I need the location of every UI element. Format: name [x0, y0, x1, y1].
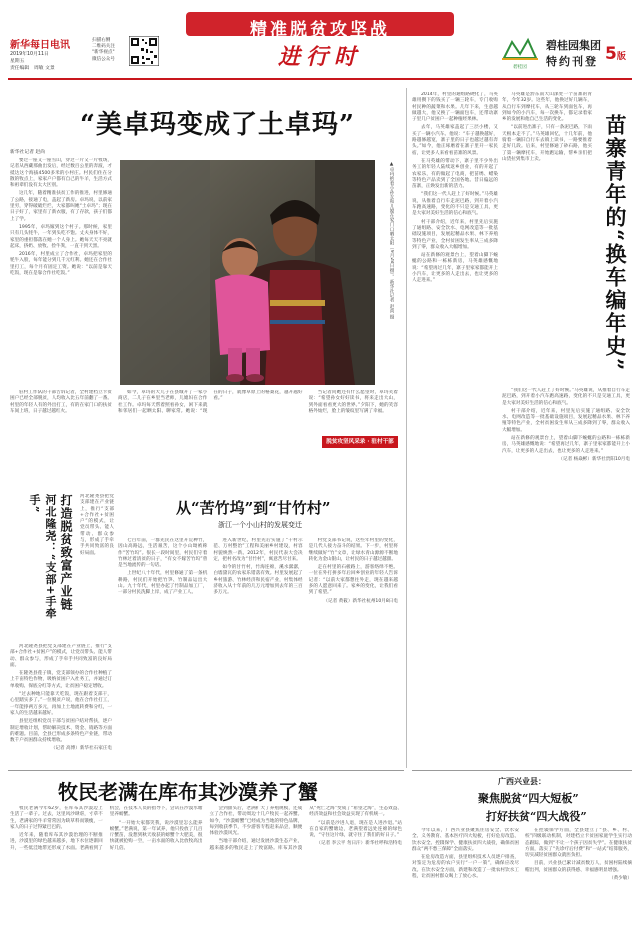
qr-caption-line: 二维码关注: [92, 44, 115, 50]
banner-line2: 进行时: [277, 44, 362, 70]
article6-divider: [412, 770, 632, 771]
paragraph: 这几年，随着精准扶贫工作的推进，村里修通了公路，接通了电，盖起了新房。卓玛说，以前家里穷，穿得破破烂烂，大家都叫她“土卓玛”；现在日子好了，家里有了新衣服，有了存款，孩子们都上了学。: [10, 191, 112, 222]
paragraph: 当地干部介绍，通过发展沙漠生态产业，越来越多的牧民走上了致富路。库布其沙漠从“死亡之海”变成了“希望之海”，生态效益、经济效益和社会效益实现了有机统一。: [209, 806, 402, 851]
sponsor-logo-icon: [500, 36, 540, 64]
paragraph: “一开始大家都笑我，说沙漠里怎么能养螃蟹。”老满说，第一年试养，他只投放了几百斤蟹苗，没想到秋天收获的螃蟹个大肥美，很快就被抢购一空，一亩水面的收入比放牧高出好几倍。: [109, 820, 203, 851]
paragraph: 2014年，村里的通组路硬化了，马英雄用攒下的钱买了一辆三轮车，专门收购村民种的蔬菜和水果。几年下来，生意越做越大，他又换了一辆面包车，还带动寨子里几户贫困户一起种植经果林。: [412, 92, 498, 123]
paragraph: 站在新修的观景台上，望着山脚下蜿蜒的公路和一栋栋新房，马英雄感慨地说：“希望再过几年，寨子里家家都能开上小汽车，让更多的人走出去，也让更多的人走进来。”: [412, 253, 498, 284]
article4-col2: [412, 92, 498, 764]
paragraph: 近年来，随着库布其沙漠治理的不断推进，沙漠里的绿色越来越多，地下水位逐渐回升，一些低洼地带还形成了水面。老满看到了机会，在技术人员的指导下，尝试在沙漠水塘里养螃蟹。: [10, 806, 203, 851]
paragraph: 村党支部书记说，这些年村里的变化，是几代人接力奋斗的结果。下一步，村里将继续做好“竹”文章，让绿水青山源源不断地转化为金山银山，让村民的日子越过越甜。: [308, 538, 398, 562]
byline: （记者 黄筱）新华社杭州10月8日电: [323, 598, 398, 604]
paragraph: 在隆尧县莲子镇，党支部领办的合作社种植了上千亩特色作物，吸纳贫困户入社务工，并通过订单收购、保底分红等方式，让贫困户稳定增收。: [10, 671, 112, 689]
qr-caption-line: 扫描右侧: [92, 38, 111, 43]
paper-name: 新华每日电讯: [10, 40, 70, 51]
qr-code-icon[interactable]: [129, 36, 159, 66]
paragraph: 要过一座又一座雪山，穿过一片又一片牧场，记者从西藏那曲出发后，经过数百公里的奔波，才抵达这个海拔4500多米的小村庄。村民们住在分散的牧点上，家家户户都有自己的牛羊，生活方式和祖辈们没有太大区别。: [10, 158, 112, 189]
paragraph: 河北隆尧县把党支部建在产业链上，推行“支部+合作社+贫困户”的模式，让党员带头、能人带动、群众参与，形成了手牵手共同致富的良好局面。: [10, 644, 112, 668]
article1-byline: 新华社记者 赵尚: [10, 150, 46, 155]
article3-body-top: [80, 494, 114, 634]
paragraph: 县里还组织党员干部与贫困户结对帮扶，逐户制定增收计划，帮助解决技术、资金、销路等方面的难题。目前，全县已形成多条特色产业链，带动数千户贫困群众持续增收。: [10, 719, 112, 744]
paragraph: 目前，兴业县已累计减贫数万人，贫困村陆续摘帽出列，贫困群众的获得感、幸福感明显增强。: [525, 861, 632, 873]
byline: （记者 高博）新华社石家庄电: [50, 746, 112, 752]
photo-woman-child-image: [120, 160, 375, 385]
article1-tag: 脱贫攻坚风采录 · 驻村干部: [322, 436, 398, 448]
article1-col2: [10, 390, 112, 485]
page-number-box: [605, 44, 631, 66]
article4-title: 苗寨青年的“换车编年史”: [603, 114, 628, 373]
paragraph: 在危房改造方面，县里组织技术人员逐户排查，对鉴定为危房的农户实行“一户一策”，确保应改尽改。在饮水安全方面，新建和改造了一批农村饮水工程，让贫困村群众喝上了放心水。: [412, 855, 519, 880]
masthead-divider: [8, 78, 632, 80]
paragraph: 尝到甜头后，老满扩大了养殖规模，还成立了合作社，带动周边十几户牧民一起养蟹。如今，“沙漠螃蟹”已经成为当地的特色品牌，每到收获季节，不少游客专程赶来品尝，顺便体验沙漠风光。: [209, 806, 303, 837]
article5-divider: [8, 770, 404, 771]
paragraph: 牧民老满今年62岁，在库布其沙漠边上生活了一辈子。过去，这里风沙肆虐，寸草不生，老满家的牛羊常常因为缺草料而饿瘦，一家人的日子过得紧巴巴的。: [10, 806, 103, 830]
article6-title-line1: 聚焦脱贫“四大短板”: [478, 792, 579, 805]
qr-caption-line: 微信公众号: [92, 56, 115, 62]
paragraph: 如今的甘竹村，竹海连绵，溪水潺潺，白墙黛瓦的农家乐错落有致。村里发展起了乡村旅游、竹林经济和民宿产业，村集体经济收入从十年前的几万元增加到去年的三百多万元。: [213, 565, 303, 596]
article2-body: [118, 538, 398, 763]
article2-title: 从“苦竹坞”到“甘竹村”: [176, 499, 331, 517]
paragraph: “以前进出寨子，只有一条泥巴路，下雨天根本走不了。”马英雄回忆，十几年前，他骑着一辆旧自行车去镇上读书，一路要推着走好几段。后来，村里修通了砂石路，他买了第一辆摩托车，开始跑运输，帮乡亲们把山货拉到集市上卖。: [502, 125, 592, 162]
banner: [186, 8, 454, 72]
banner-line1: 精准脱贫攻坚战: [250, 20, 390, 40]
article6-title-prefix: 广西兴业县：: [498, 777, 546, 786]
sponsor-name: 碧桂园集团: [546, 39, 601, 52]
article1-col1: [10, 158, 112, 383]
article1-title: “美卓玛变成了土卓玛”: [80, 110, 355, 140]
paragraph: 河北隆尧县把党支部建在产业链上，推行“支部+合作社+贫困户”的模式，让党员带头、能人带动、群众参与，形成了手牵手共同致富的良好局面。: [80, 494, 114, 556]
article4-col3: [502, 388, 630, 768]
paragraph: 驻村工作队的干部告诉记者，全村建档立卡贫困户已经全部脱贫，人均收入比五年前翻了一番。村里的年轻人有的外出打工，有的在家门口的扶贫车间上班，日子越过越红火。: [10, 390, 112, 414]
qr-caption: [92, 38, 130, 63]
byline: （黄少敏）: [609, 876, 632, 882]
byline: （记者 杨焱彬）新华社贵阳10月电: [558, 456, 630, 462]
article6-title-line2: 打好扶贫“四大战役”: [486, 810, 587, 823]
masthead: [0, 0, 640, 80]
paragraph: 当记者问她还有什么愿望时，卓玛笑着说：“希望孙女好好读书，将来走出大山，到外面看看更大的世界。”夕阳下，她的笑容格外灿烂，脸上的皱纹里写满了幸福。: [308, 390, 398, 414]
sponsor-sub: 特约刊登: [546, 55, 598, 68]
page-number: 5: [605, 44, 617, 64]
paragraph: “我们这一代人赶上了好时候。”马英雄说，从推着自行车走泥巴路，到开着小汽车跑高速路，变化的不只是交通工具，更是大家对美好生活的信心和底气。: [502, 388, 630, 406]
column-divider: [406, 88, 407, 768]
article4-col1: [502, 92, 592, 382]
paragraph: 村干部介绍，近年来，村里先后实施了通组路、安全饮水、电网改造等一批基础设施项目，发展起精品水果、林下养殖等特色产业，全村贫困发生率从三成多降到了零，群众收入大幅增加。: [412, 219, 498, 250]
article1-photo: [120, 160, 375, 385]
article3-title: 打造脱贫致富产业链: [59, 494, 73, 611]
article6-body: [412, 828, 632, 922]
paragraph: 2016年，村里成立了合作社，卓玛把家里的牦牛入股，每年能分到几千元红利。她还在合作社里打工，每个月有固定工资。她说：“以前是靠天吃饭，现在是靠合作社吃饭。”: [10, 252, 112, 277]
paragraph: 村干部介绍，近年来，村里先后实施了通组路、安全饮水、电网改造等一批基础设施项目，发展起精品水果、林下养殖等特色产业，全村贫困发生率从三成多降到了零，群众收入大幅增加。: [502, 408, 630, 433]
paragraph: 走在村里的石板路上，游客络绎不绝。一位在外打拼多年后回乡创业的年轻人告诉记者：“以前大家都想往外走，现在越来越多的人愿意回来了。家乡的变化，让我们看到了希望。”: [308, 565, 398, 596]
sponsor-logo-text: 碧桂园: [513, 65, 527, 70]
article3-body: [10, 644, 112, 764]
date-line: 2019年10月11日: [10, 52, 49, 57]
paragraph: 马英雄是黔东南大山深处一个苗寨的青年，今年32岁。这些年，他换过好几辆车，从自行车到摩托车，从三轮车到面包车，再到如今的小汽车，每一次换车，都记录着家乡的发展和他自己生活的变化。: [502, 92, 592, 123]
paragraph: 站在新修的观景台上，望着山脚下蜿蜒的公路和一栋栋新房，马英雄感慨地说：“希望再过几年，寨子里家家都能开上小汽车，让更多的人走出去，也让更多的人走进来。”: [502, 436, 630, 454]
paragraph: “过去种地只能靠天吃饭，现在跟着支部干，心里踏实多了。”一位脱贫户说，他在合作社打工，一年能挣两万多元，再加上土地流转费和分红，一家人的生活越来越好。: [10, 692, 112, 716]
byline: （记者 李云平 勿日汗）新华社呼和浩特电: [316, 841, 402, 847]
qr-caption-line: "新华视点": [92, 50, 115, 56]
editors: 责任编辑 周敏 文景: [10, 66, 55, 71]
article3-subtitle: 河北隆尧：“支部+手牵手”: [28, 494, 57, 620]
paragraph: 进入新世纪，村里先后实施了“千村示范、万村整治”工程和美丽乡村建设，村容村貌焕然一新。2012年，村民代表大会决定，把村名改为“甘竹村”，寓意苦尽甘来。: [213, 538, 303, 562]
paragraph: 1995年，卓玛嫁到这个村子。那时候，家里只有几头牦牛，一年到头吃不饱。丈夫身体不好，家里的重担都落在她一个人身上。她每天天不亮就起床，挤奶、放牧、捡牛粪，一直干到天黑。: [10, 224, 112, 249]
paragraph: 去年，马英雄家盖起了三层小楼，又买了一辆小汽车。他说：“车子越换越好，路越修越宽，寨子里的日子也越过越有奔头。”如今，他正琢磨着在寨子里开一家民宿，让更多人来看看苗寨的风景。: [412, 125, 498, 156]
weekday: 星期五: [10, 59, 25, 64]
paragraph: 如今，卓玛的大儿子在县城开了一家小商店，二儿子在乡里当老师，儿媳妇在合作社工作。卓玛每天帮着照看孙女，闲下来就和邻居们一起晒太阳、聊家常。她说：“现在的日子，就像草原上的格桑花，越开越好看。”: [118, 390, 303, 414]
paragraph: 上世纪八十年代，村里修通了第一条机耕路，村民们开始把竹笋、竹制品运出大山。九十年代，村里办起了竹制品加工厂，一部分村民洗脚上岸，成了产业工人。: [118, 571, 208, 596]
paragraph: “我们这一代人赶上了好时候。”马英雄说，从推着自行车走泥巴路，到开着小汽车跑高速路，变化的不只是交通工具，更是大家对美好生活的信心和底气。: [412, 192, 498, 217]
paragraph: 今年以来，广西兴业县聚焦住房安全、饮水安全、义务教育、基本医疗四大短板，打好危房改造、饮水安全、控辍保学、健康扶贫四大战役，确保贫困群众“两不愁三保障”全面落实。: [412, 828, 519, 852]
paragraph: 七百年前，一群先民在这里开荒种竹，因山高路远，生活艰苦，这个小山坳被称作“苦竹坞”。很长一段时间里，村民们守着竹林过着清贫的日子，“有女不嫁苦竹坞”曾是当地流传的一句话。: [118, 538, 208, 569]
page-suffix: 版: [616, 52, 626, 62]
paragraph: “以前是沙进人退，现在是人进沙退。”站在自家的蟹塘边，老满望着远处连绵的绿色说，“守住这片绿，就守住了我们的好日子。”: [309, 820, 402, 839]
article1-photo-caption: ▲卓玛抱着小孙女和儿媳在家门口晒太阳（9月28日摄）。新华社记者 赵尚 摄: [389, 162, 394, 319]
paragraph: 在控辍保学方面，全县建立了“县、乡、村、校”四级联动机制，对建档立卡贫困家庭学生实行动态跟踪，做到“不让一个孩子因贫失学”。在健康扶贫方面，落实了“先诊疗后付费”和“一站式”结算服务，切实减轻贫困群众就医负担。: [525, 828, 632, 859]
article5-body: [10, 806, 402, 922]
article2-subtitle: 浙江一个小山村的发展变迁: [218, 521, 302, 529]
paragraph: 在马英雄的带动下，寨子里不少外出务工的年轻人陆续返乡创业，有的开起了农家乐，有的做起了电商，把苗绣、蜡染等特色产品卖到了全国各地。昔日偏远的苗寨，正焕发出新的活力。: [412, 158, 498, 190]
article5-title: 牧民老满在库布其沙漠养了蟹: [58, 780, 318, 804]
